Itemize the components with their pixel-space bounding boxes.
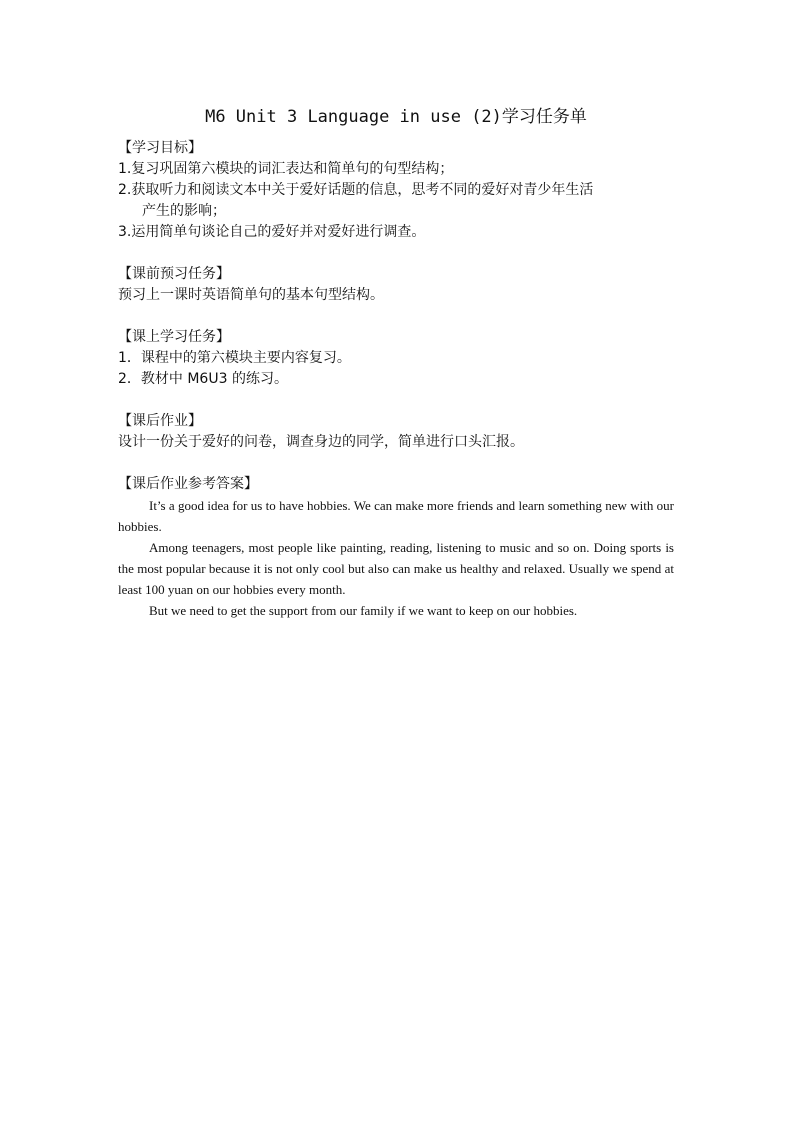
answer-paragraph: It’s a good idea for us to have hobbies. We can make more friends and learn something new with our hobbies. <box>118 498 674 534</box>
inclass-heading: 【课上学习任务】 <box>118 329 230 345</box>
spacer <box>118 306 674 327</box>
inclass-item: 1．课程中的第六模块主要内容复习。 <box>118 350 351 366</box>
objectives-heading: 【学习目标】 <box>118 140 202 156</box>
inclass-item: 2．教材中 M6U3 的练习。 <box>118 371 288 387</box>
spacer <box>118 390 674 411</box>
preview-heading: 【课前预习任务】 <box>118 266 230 282</box>
answer-paragraph: Among teenagers, most people like painting, reading, listening to music and so on. Doing sports is the most popular because it is not only cool but also can make us healthy and relaxed. Usually we spend at least 100 yuan on our hobbies every month. <box>118 540 674 597</box>
homework-text: 设计一份关于爱好的问卷，调查身边的同学，简单进行口头汇报。 <box>118 434 524 450</box>
page-title: M6 Unit 3 Language in use (2)学习任务单 <box>205 107 587 127</box>
homework-heading: 【课后作业】 <box>118 413 202 429</box>
inclass-section <box>118 327 674 390</box>
objective-item: 2.获取听力和阅读文本中关于爱好话题的信息，思考不同的爱好对青少年生活 <box>118 182 594 198</box>
preview-text: 预习上一课时英语简单句的基本句型结构。 <box>118 287 384 303</box>
preview-section <box>118 264 674 306</box>
objectives-section <box>118 138 674 243</box>
spacer <box>118 243 674 264</box>
spacer <box>118 453 674 474</box>
objective-item: 1.复习巩固第六模块的词汇表达和简单句的句型结构； <box>118 161 454 177</box>
document-page <box>118 104 674 621</box>
answers-heading: 【课后作业参考答案】 <box>118 476 258 492</box>
answer-paragraph: But we need to get the support from our family if we want to keep on our hobbies. <box>149 603 578 618</box>
answers-section <box>118 474 674 621</box>
objective-item: 3.运用简单句谈论自己的爱好并对爱好进行调查。 <box>118 224 426 240</box>
objective-item-continuation: 产生的影响； <box>142 203 226 219</box>
homework-section <box>118 411 674 453</box>
